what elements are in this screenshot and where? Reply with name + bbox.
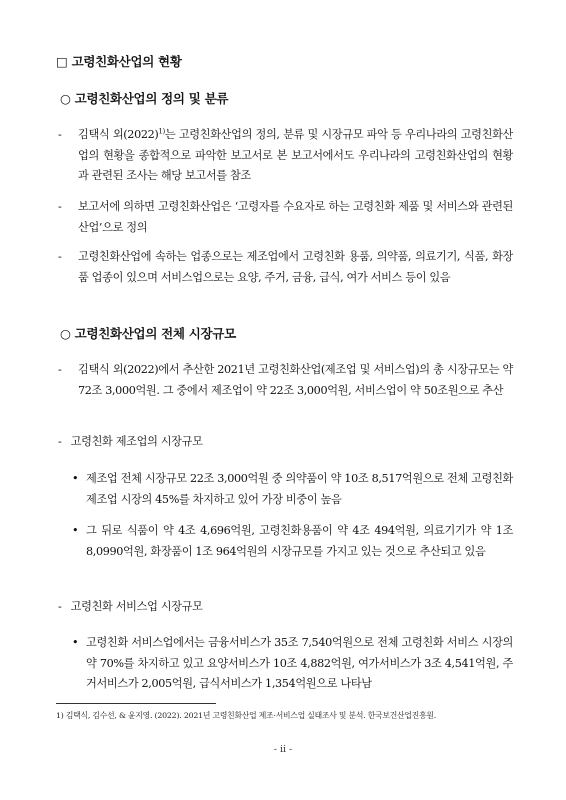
section1-item-3 [58, 247, 513, 288]
page-number: - ii - [273, 744, 293, 755]
section1-heading [60, 89, 228, 107]
bullet-marker: • [72, 636, 79, 649]
section2-heading [60, 324, 236, 342]
section2-item-1 [58, 360, 513, 401]
dash-marker: - [58, 200, 62, 213]
manufacturing-title: 고령친화 제조업의 시장규모 [70, 435, 203, 448]
main-heading [56, 52, 182, 70]
manufacturing-bullet-2 [72, 521, 513, 562]
section1-circle-marker: ○ [60, 91, 71, 106]
bullet-text: 고령친화 서비스업에서는 금융서비스가 35조 7,540억원으로 전체 고령친화 서비스 시장의 약 70%를 차지하고 있고 요양서비스가 10조 4,882억원, 여가서비스가 3조 4,541억원, 주거서비스가 2,005억원, 급식서비스가 1,354억원으로 나타남 [86, 636, 513, 690]
bullet-text: 제조업 전체 시장규모 22조 3,000억원 중 의약품이 약 10조 8,517억원으로 전체 고령친화 제조업 시장의 45%를 차지하고 있어 가장 비중이 높음 [86, 472, 513, 506]
heading-box-marker: □ [56, 54, 68, 69]
dash-marker: - [58, 435, 62, 448]
dash-marker: - [58, 250, 62, 263]
section2-circle-marker: ○ [60, 326, 71, 341]
footnote: 1) 김택식, 김수선, & 윤지영. (2022). 2021년 고령친화산업 제조·서비스업 실태조사 및 분석. 한국보건산업진흥원. [56, 711, 437, 720]
text-part: 는 고령친화산업의 정의, 분류 및 시장규모 파악 등 우리나라의 고령친화산업의 현황을 종합적으로 파악한 보고서로 본 보고서에서도 우리나라의 고령친화산업의 현황과 관련된 조사는 해당 보고서를 참조 [78, 128, 514, 182]
section1-title: 고령친화산업의 정의 및 분류 [74, 91, 229, 106]
paragraph-text: 고령친화산업에 속하는 업종으로는 제조업에서 고령친화 용품, 의약품, 의료기기, 식품, 화장품 업종이 있으며 서비스업으로는 요양, 주거, 금융, 급식, 여가 서비스 등이 있음 [78, 250, 513, 284]
heading-title: 고령친화산업의 현황 [71, 54, 182, 69]
section1-item-1 [58, 125, 513, 187]
section1-item-2 [58, 197, 513, 238]
paragraph-text: 김택식 외(2022)에서 추산한 2021년 고령친화산업(제조업 및 서비스업)의 총 시장규모는 약 72조 3,000억원. 그 중에서 제조업이 약 22조 3,000억원, 서비스업이 약 50조원으로 추산 [78, 363, 513, 397]
manufacturing-subheading [58, 432, 203, 453]
dash-marker: - [58, 363, 62, 376]
dash-marker: - [58, 128, 62, 141]
bullet-marker: • [72, 472, 79, 485]
service-subheading [58, 597, 203, 618]
text-part: 김택식 외(2022) [78, 128, 159, 141]
bullet-text: 그 뒤로 식품이 약 4조 4,696억원, 고령친화용품이 약 4조 494억원, 의료기기가 약 1조 8,0990억원, 화장품이 1조 964억원의 시장규모를 가지고 있는 것으로 추산되고 있음 [86, 524, 513, 558]
section2-title: 고령친화산업의 전체 시장규모 [74, 326, 236, 341]
service-bullet-1 [72, 633, 513, 695]
dash-marker: - [58, 600, 62, 613]
paragraph-text: 보고서에 의하면 고령친화산업은 ‘고령자를 수요자로 하는 고령친화 제품 및 서비스와 관련된 산업’으로 정의 [78, 200, 513, 234]
bullet-marker: • [72, 524, 79, 537]
paragraph-text [78, 125, 513, 187]
service-title: 고령친화 서비스업 시장규모 [70, 600, 203, 613]
footnote-divider [56, 703, 216, 704]
manufacturing-bullet-1 [72, 469, 513, 510]
footnote-ref: 1) [158, 127, 165, 136]
